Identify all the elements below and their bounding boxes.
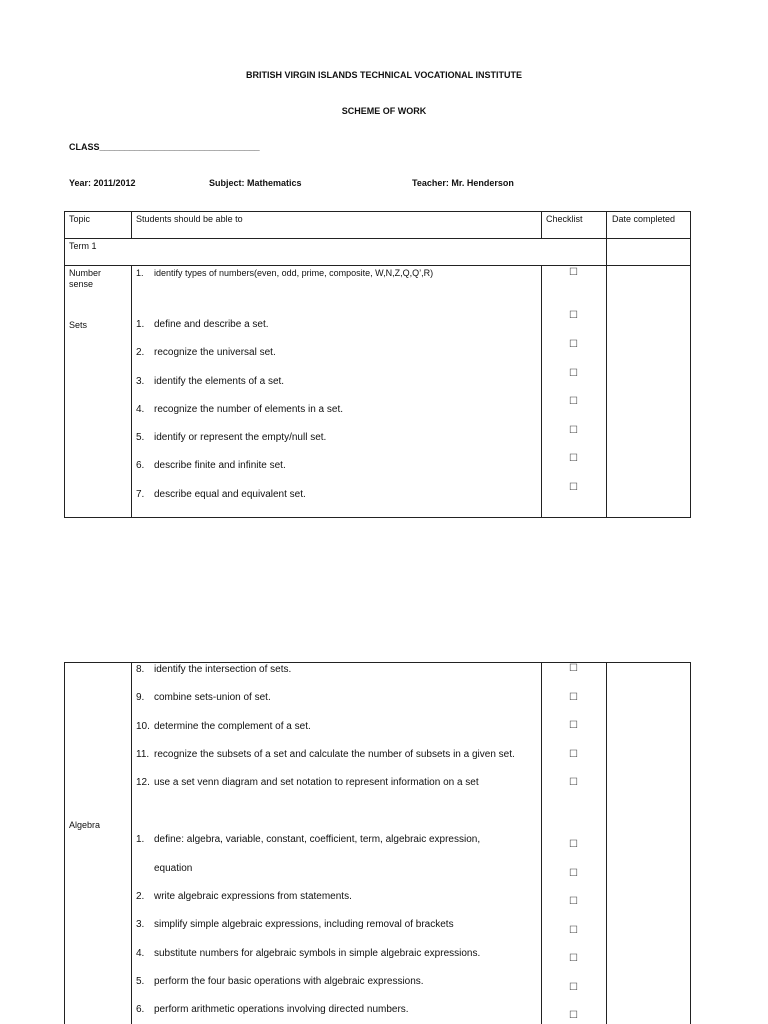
item-text: write algebraic expressions from statements. (154, 891, 352, 902)
list-item (136, 749, 515, 760)
list-item (136, 664, 291, 675)
item-text: recognize the number of elements in a set. (154, 404, 343, 415)
term-label: Term 1 (69, 241, 97, 251)
list-item (136, 432, 326, 443)
item-number: 6. (136, 460, 145, 471)
item-text: determine the complement of a set. (154, 721, 311, 732)
item-text: identify the elements of a set. (154, 376, 285, 387)
list-item (136, 404, 343, 415)
item-text: identify or represent the empty/null set. (154, 432, 327, 443)
topic-algebra: Algebra (69, 820, 101, 830)
document-title: SCHEME OF WORK (341, 106, 427, 116)
item-text: define and describe a set. (154, 319, 269, 330)
checkbox[interactable]: ☐ (569, 1010, 578, 1021)
checkbox[interactable]: ☐ (569, 482, 578, 493)
item-text: describe finite and infinite set. (154, 460, 286, 471)
checkbox[interactable]: ☐ (569, 453, 578, 464)
list-item (136, 1004, 409, 1015)
item-text: describe equal and equivalent set. (154, 489, 306, 500)
column-header-topic: Topic (69, 214, 91, 224)
item-text: identify types of numbers(even, odd, prime, composite, W,N,Z,Q,Q’,R) (154, 268, 434, 278)
item-text: perform arithmetic operations involving directed numbers. (154, 1004, 409, 1015)
list-item (136, 948, 480, 959)
list-item (136, 489, 306, 500)
column-header-date-completed: Date completed (612, 214, 676, 224)
item-text: recognize the universal set. (154, 347, 276, 358)
checkbox[interactable]: ☐ (569, 310, 578, 321)
item-number: 5. (136, 432, 145, 443)
item-text: perform the four basic operations with algebraic expressions. (154, 976, 424, 987)
list-item (136, 863, 192, 874)
teacher-label: Teacher: Mr. Henderson (412, 178, 514, 188)
checkbox[interactable]: ☐ (569, 396, 578, 407)
list-item (136, 891, 352, 902)
list-item (136, 976, 424, 987)
item-text: recognize the subsets of a set and calculate the number of subsets in a given set. (154, 749, 515, 760)
list-item (136, 692, 271, 703)
item-text: equation (154, 863, 193, 874)
checkbox[interactable]: ☐ (569, 425, 578, 436)
item-number: 8. (136, 664, 145, 675)
list-item (136, 460, 286, 471)
checkbox[interactable]: ☐ (569, 720, 578, 731)
checkbox[interactable]: ☐ (569, 868, 578, 879)
item-number: 2. (136, 347, 145, 358)
checkbox[interactable]: ☐ (569, 692, 578, 703)
item-number: 5. (136, 976, 145, 987)
checkbox[interactable]: ☐ (569, 982, 578, 993)
class-field: CLASS________________________________ (69, 142, 260, 152)
column-header-objectives: Students should be able to (136, 214, 243, 224)
checkbox[interactable]: ☐ (569, 777, 578, 788)
topic-number-sense: Number sense (69, 268, 102, 289)
checkbox[interactable]: ☐ (569, 925, 578, 936)
item-text: combine sets-union of set. (154, 692, 271, 703)
item-number: 7. (136, 489, 145, 500)
checkbox[interactable]: ☐ (569, 267, 578, 278)
item-number: 2. (136, 891, 145, 902)
list-item (136, 919, 454, 930)
item-number: 11. (136, 749, 150, 760)
item-number: 3. (136, 376, 145, 387)
item-text: substitute numbers for algebraic symbols in simple algebraic expressions. (154, 948, 481, 959)
checkbox[interactable]: ☐ (569, 953, 578, 964)
item-number: 9. (136, 692, 145, 703)
checkbox[interactable]: ☐ (569, 896, 578, 907)
checkbox[interactable]: ☐ (569, 339, 578, 350)
list-item (136, 319, 269, 330)
item-number: 3. (136, 919, 145, 930)
institute-name: BRITISH VIRGIN ISLANDS TECHNICAL VOCATIONAL INSTITUTE (245, 70, 522, 80)
checkbox[interactable]: ☐ (569, 839, 578, 850)
list-item (136, 268, 433, 279)
item-number: 6. (136, 1004, 145, 1015)
list-item (136, 347, 276, 358)
item-number: 4. (136, 948, 145, 959)
item-number: 1. (136, 834, 145, 845)
checkbox[interactable]: ☐ (569, 368, 578, 379)
list-item (136, 834, 480, 845)
item-number: 4. (136, 404, 145, 415)
year-label: Year: 2011/2012 (69, 178, 136, 188)
topic-sets: Sets (69, 320, 88, 330)
item-number: 1. (136, 319, 145, 330)
item-number: 1. (136, 268, 144, 278)
item-number: 12. (136, 777, 150, 788)
list-item (136, 777, 479, 788)
item-number: 10. (136, 721, 150, 732)
column-header-checklist: Checklist (546, 214, 583, 224)
item-text: use a set venn diagram and set notation to represent information on a set (154, 777, 479, 788)
list-item (136, 721, 311, 732)
list-item (136, 376, 284, 387)
item-text: simplify simple algebraic expressions, including removal of brackets (154, 919, 454, 930)
checkbox[interactable]: ☐ (569, 663, 578, 674)
item-text: identify the intersection of sets. (154, 664, 292, 675)
checkbox[interactable]: ☐ (569, 749, 578, 760)
item-text: define: algebra, variable, constant, coefficient, term, algebraic expression, (154, 834, 481, 845)
subject-label: Subject: Mathematics (209, 178, 302, 188)
